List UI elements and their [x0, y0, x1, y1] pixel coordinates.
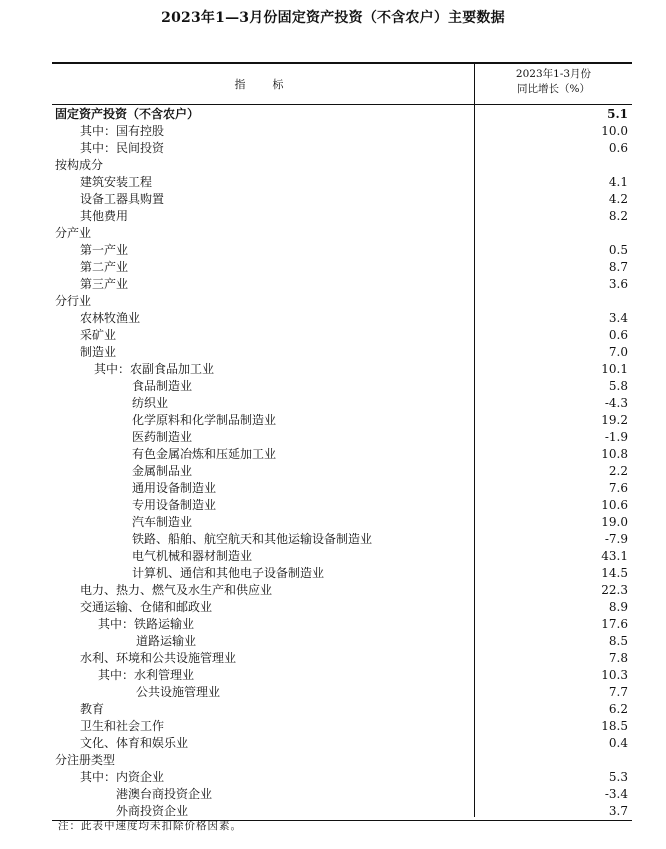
- table-row: [52, 276, 632, 293]
- row-value: -3.4: [604, 787, 628, 801]
- table-row: [52, 140, 632, 157]
- row-value: 43.1: [601, 549, 628, 563]
- table-row: [52, 429, 632, 446]
- row-label: 有色金属冶炼和压延加工业: [132, 447, 277, 461]
- row-value: 18.5: [601, 719, 628, 733]
- row-value: 10.3: [601, 668, 628, 682]
- row-value: -7.9: [604, 532, 628, 546]
- table-row: [52, 599, 632, 616]
- row-label: 其中：国有控股: [80, 124, 165, 138]
- row-label: 农林牧渔业: [80, 311, 141, 325]
- row-label: 外商投资企业: [116, 804, 189, 818]
- row-value: 4.2: [608, 192, 628, 206]
- row-label: 按构成分: [55, 158, 104, 172]
- row-label: 医药制造业: [132, 430, 193, 444]
- row-label: 教育: [80, 702, 105, 716]
- row-label: 金属制品业: [132, 464, 193, 478]
- row-label: 第一产业: [80, 243, 129, 257]
- table-row: [52, 701, 632, 718]
- row-label: 汽车制造业: [132, 515, 193, 529]
- row-value: 6.2: [608, 702, 628, 716]
- row-value: 0.5: [608, 243, 628, 257]
- row-value: 3.4: [608, 311, 628, 325]
- row-label: 第三产业: [80, 277, 129, 291]
- growth-header-period: 2023年1-3月份: [515, 68, 592, 80]
- row-label: 计算机、通信和其他电子设备制造业: [132, 566, 325, 580]
- row-label: 道路运输业: [136, 634, 197, 648]
- row-value: 0.4: [608, 736, 628, 750]
- growth-header-unit: 同比增长（%）: [517, 83, 590, 95]
- table-row: [52, 310, 632, 327]
- table-row: [52, 684, 632, 701]
- table-header: [52, 62, 632, 105]
- row-label: 纺织业: [132, 396, 169, 410]
- row-label: 其中：民间投资: [80, 141, 165, 155]
- row-label: 分行业: [55, 294, 92, 308]
- table-row: [52, 412, 632, 429]
- table-row: [52, 769, 632, 786]
- row-label: 其中：内资企业: [80, 770, 165, 784]
- table-row: [52, 548, 632, 565]
- row-label: 其中：水利管理业: [98, 668, 195, 682]
- row-label: 专用设备制造业: [132, 498, 217, 512]
- row-label: 食品制造业: [132, 379, 193, 393]
- row-label: 公共设施管理业: [136, 685, 221, 699]
- row-value: 4.1: [608, 175, 628, 189]
- table-row: [52, 582, 632, 599]
- row-label: 水利、环境和公共设施管理业: [80, 651, 237, 665]
- table-row: [52, 225, 632, 242]
- row-label: 电力、热力、燃气及水生产和供应业: [80, 583, 273, 597]
- row-value: 0.6: [608, 141, 628, 155]
- data-table: [52, 62, 632, 821]
- row-label: 其他费用: [80, 209, 129, 223]
- row-label: 分产业: [55, 226, 92, 240]
- table-body: [52, 105, 632, 820]
- table-row: [52, 361, 632, 378]
- row-value: 3.7: [608, 804, 628, 818]
- row-value: 19.0: [601, 515, 628, 529]
- row-label: 电气机械和器材制造业: [132, 549, 253, 563]
- row-value: 10.8: [601, 447, 628, 461]
- row-value: 7.0: [608, 345, 628, 359]
- table-row: [52, 157, 632, 174]
- table-row: [52, 463, 632, 480]
- table-row: [52, 293, 632, 310]
- table-row: [52, 106, 632, 123]
- table-row: [52, 327, 632, 344]
- row-value: 10.1: [601, 362, 628, 376]
- indicator-header: 指 标: [234, 78, 292, 91]
- page-title: 2023年1—3月份固定资产投资（不含农户）主要数据: [161, 10, 505, 26]
- row-value: 8.2: [608, 209, 628, 223]
- table-row: [52, 497, 632, 514]
- row-value: 5.3: [608, 770, 628, 784]
- table-row: [52, 786, 632, 803]
- row-value: 7.7: [608, 685, 628, 699]
- row-label: 第二产业: [80, 260, 129, 274]
- table-row: [52, 480, 632, 497]
- row-label: 交通运输、仓储和邮政业: [80, 600, 213, 614]
- table-row: [52, 752, 632, 769]
- row-label: 制造业: [80, 345, 117, 359]
- row-label: 通用设备制造业: [132, 481, 217, 495]
- row-label: 文化、体育和娱乐业: [80, 736, 189, 750]
- row-label: 建筑安装工程: [80, 175, 153, 189]
- row-value: 5.1: [607, 107, 628, 121]
- row-label: 其中：农副食品加工业: [94, 362, 215, 376]
- row-value: 8.5: [608, 634, 628, 648]
- row-label: 设备工器具购置: [80, 192, 165, 206]
- table-row: [52, 395, 632, 412]
- table-row: [52, 446, 632, 463]
- row-value: 8.9: [608, 600, 628, 614]
- row-label: 化学原料和化学制品制造业: [132, 413, 277, 427]
- row-label: 采矿业: [80, 328, 117, 342]
- table-row: [52, 616, 632, 633]
- row-label: 固定资产投资（不含农户）: [55, 107, 200, 121]
- table-row: [52, 208, 632, 225]
- table-row: [52, 514, 632, 531]
- row-value: 10.0: [601, 124, 628, 138]
- table-row: [52, 174, 632, 191]
- row-value: 5.8: [608, 379, 628, 393]
- table-row: [52, 633, 632, 650]
- table-row: [52, 259, 632, 276]
- table-row: [52, 191, 632, 208]
- table-row: [52, 650, 632, 667]
- row-value: 3.6: [608, 277, 628, 291]
- table-row: [52, 735, 632, 752]
- row-value: 7.8: [608, 651, 628, 665]
- growth-header: [475, 67, 632, 97]
- row-value: 17.6: [601, 617, 628, 631]
- row-value: 19.2: [601, 413, 628, 427]
- row-value: -1.9: [604, 430, 628, 444]
- row-value: 10.6: [601, 498, 628, 512]
- row-value: 22.3: [601, 583, 628, 597]
- row-label: 其中：铁路运输业: [98, 617, 195, 631]
- row-label: 港澳台商投资企业: [116, 787, 213, 801]
- row-label: 卫生和社会工作: [80, 719, 165, 733]
- table-row: [52, 123, 632, 140]
- row-value: 2.2: [608, 464, 628, 478]
- row-label: 铁路、船舶、航空航天和其他运输设备制造业: [132, 532, 373, 546]
- row-value: 0.6: [608, 328, 628, 342]
- row-value: -4.3: [604, 396, 628, 410]
- table-row: [52, 718, 632, 735]
- table-row: [52, 565, 632, 582]
- table-row: [52, 242, 632, 259]
- row-value: 7.6: [608, 481, 628, 495]
- table-row: [52, 378, 632, 395]
- table-row: [52, 531, 632, 548]
- row-value: 14.5: [601, 566, 628, 580]
- table-row: [52, 344, 632, 361]
- row-value: 8.7: [608, 260, 628, 274]
- footnote: 注：此表中速度均未扣除价格因素。: [58, 820, 242, 832]
- table-row: [52, 667, 632, 684]
- row-label: 分注册类型: [55, 753, 116, 767]
- column-divider-body: [474, 102, 475, 817]
